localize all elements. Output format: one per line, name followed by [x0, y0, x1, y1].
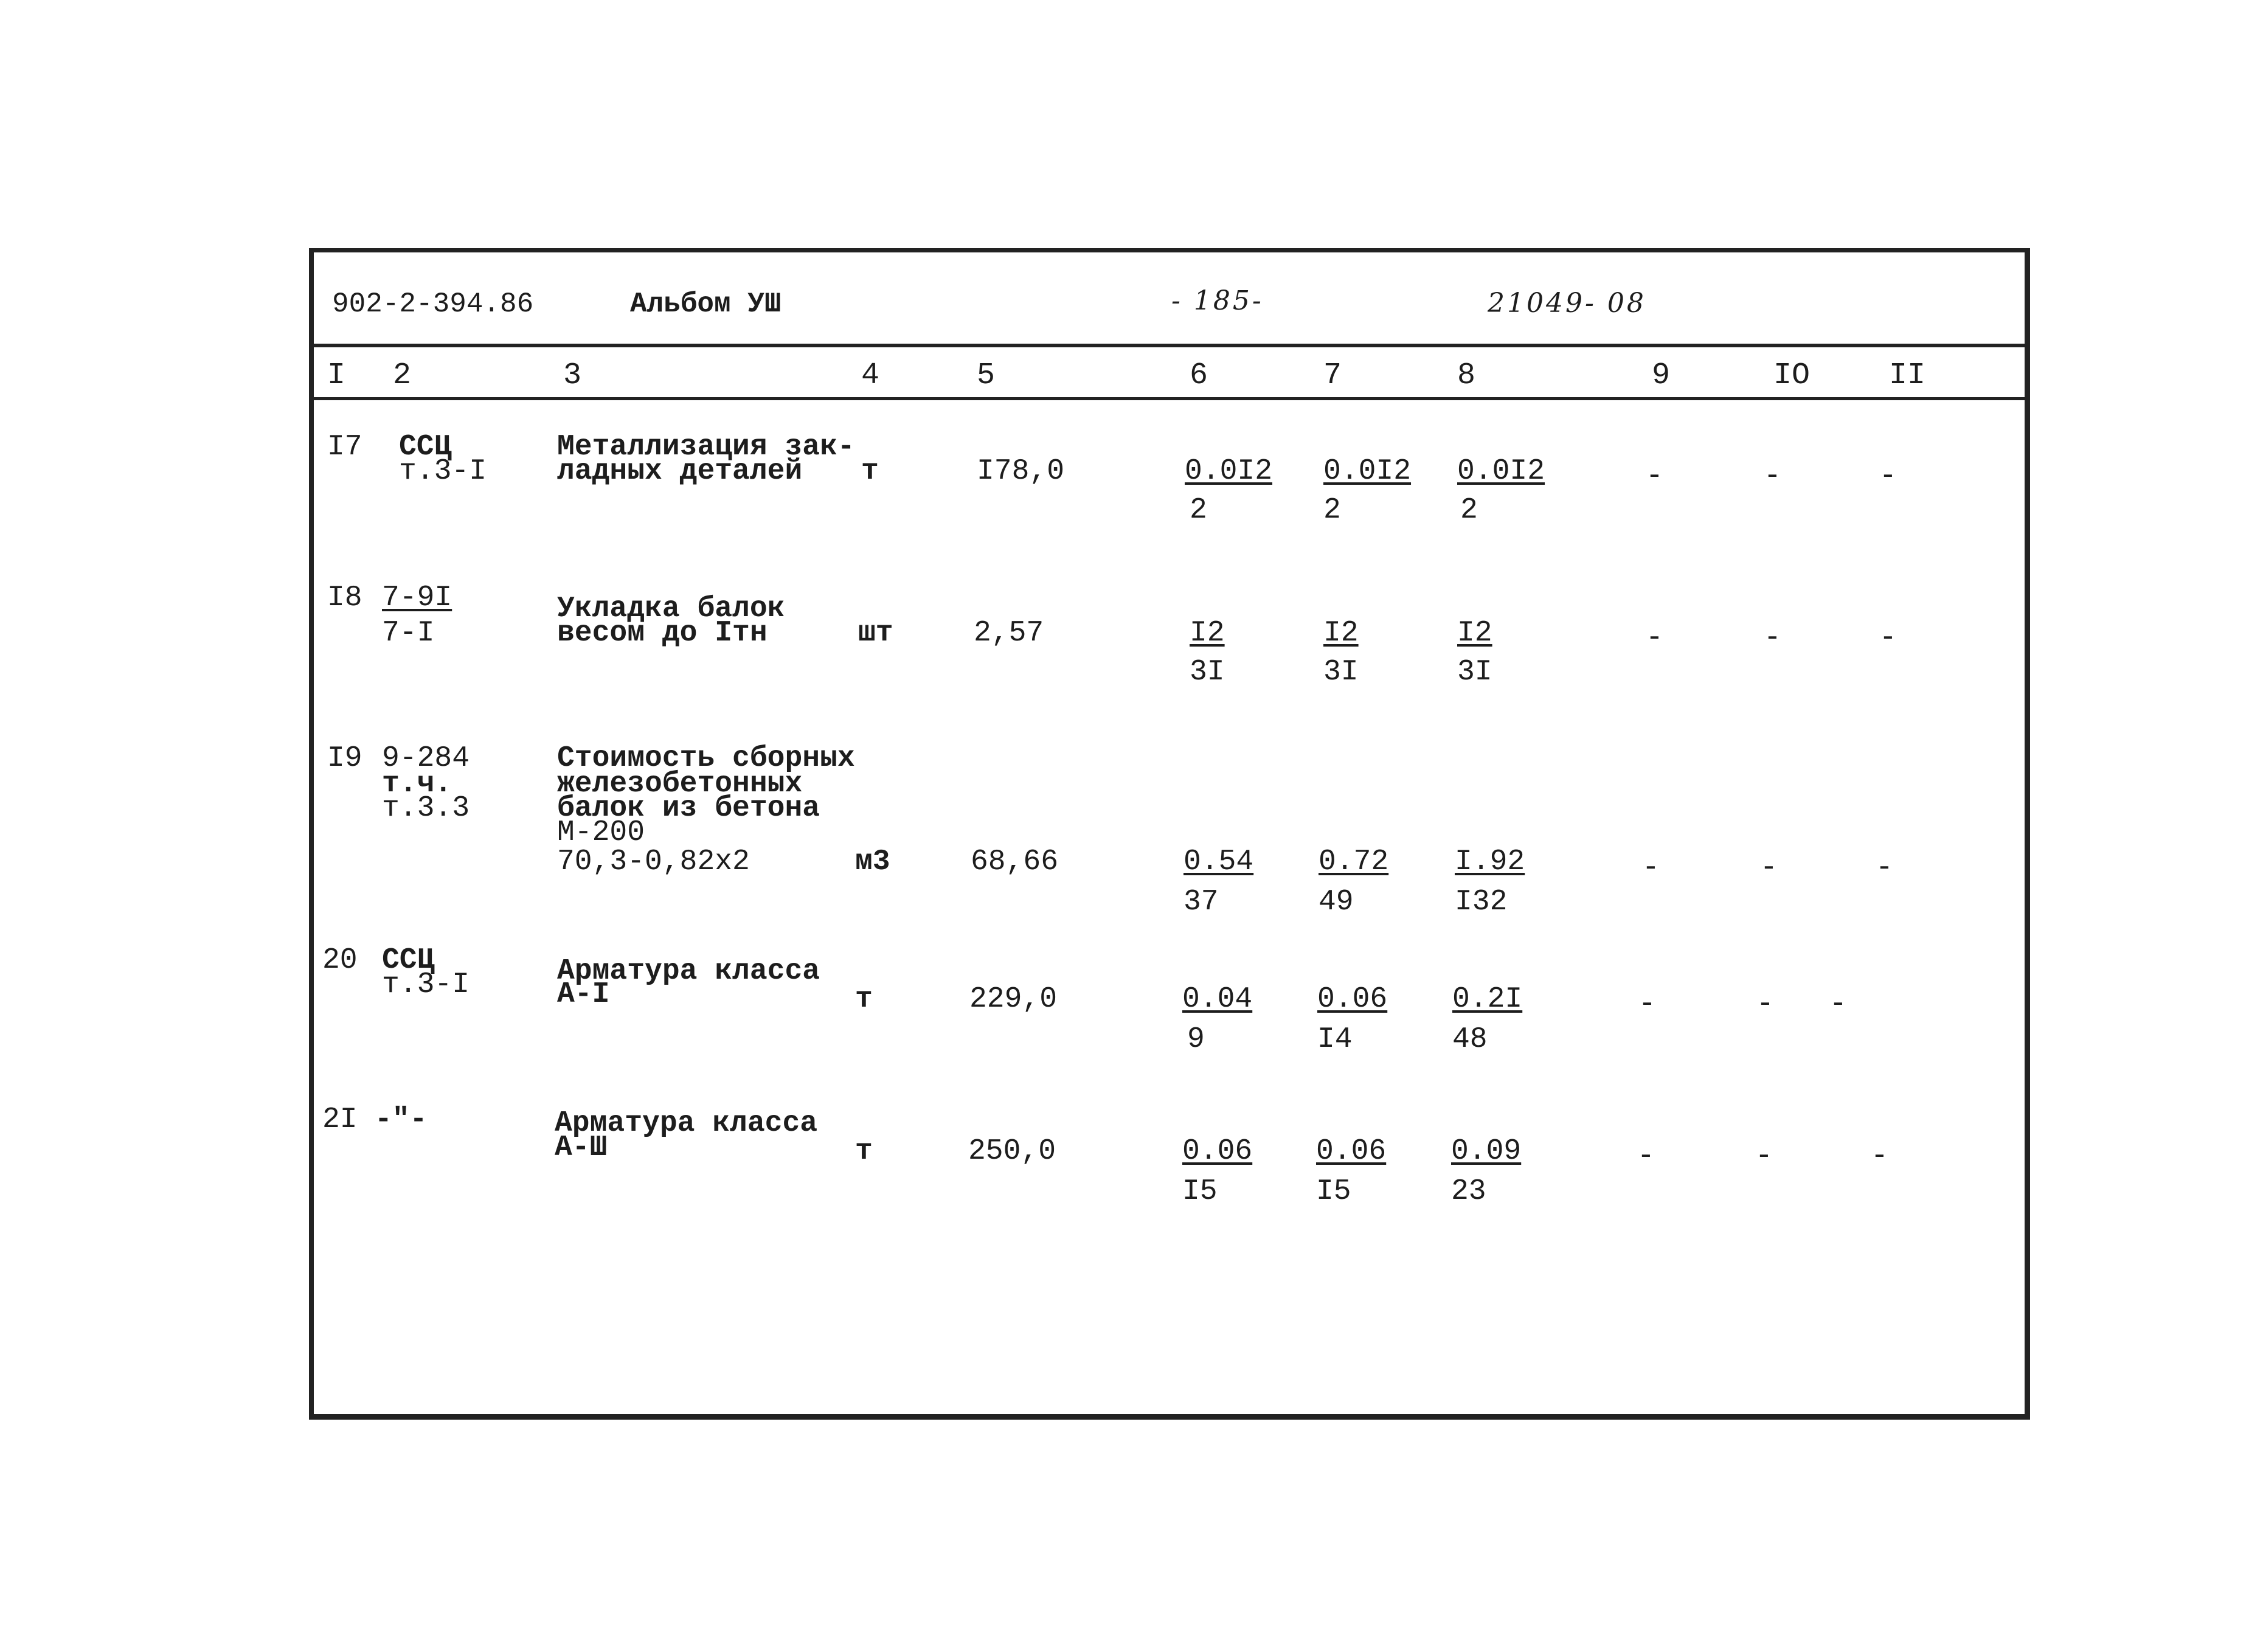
row-19-desc-line-1: Стоимость сборных	[557, 742, 855, 775]
row-20-col7-top: 0.06	[1317, 983, 1388, 1016]
row-18-col10: -	[1764, 622, 1781, 654]
row-18-unit: шт	[858, 617, 893, 650]
header-rule	[314, 344, 2025, 347]
row-19-desc-line-5: 70,3-0,82х2	[557, 845, 750, 878]
album-title: Альбом УШ	[630, 288, 781, 320]
row-17-col11: -	[1879, 460, 1897, 493]
sheet-number: 21049- 08	[1488, 288, 1646, 319]
row-19-ref-line-2: т.ч.	[382, 768, 452, 800]
row-19-desc-line-4: М-200	[557, 816, 645, 849]
row-18-quantity: 2,57	[974, 617, 1044, 650]
row-17-number: I7	[327, 431, 362, 463]
row-19-quantity: 68,66	[971, 845, 1059, 878]
row-19-desc-line-3: балок из бетона	[557, 792, 820, 825]
row-19-col7-bottom: 49	[1319, 886, 1354, 918]
row-21-ref-line-1: -"-	[375, 1103, 428, 1136]
row-21-col8-top: 0.09	[1451, 1135, 1522, 1168]
col-number-10: IO	[1773, 358, 1811, 393]
row-18-desc-line-1: Укладка балок	[557, 592, 785, 625]
column-header-rule	[314, 397, 2025, 400]
row-17-col8-bottom: 2	[1460, 494, 1478, 527]
row-18-col6-top: I2	[1190, 617, 1225, 650]
row-20-col6-bottom: 9	[1187, 1023, 1205, 1056]
row-17-quantity: I78,0	[977, 455, 1065, 488]
row-17-ref-line-2: т.3-I	[399, 455, 487, 488]
row-21-col6-bottom: I5	[1182, 1175, 1218, 1208]
row-19-col6-top: 0.54	[1183, 845, 1254, 878]
row-19-col11: -	[1876, 852, 1893, 884]
row-19-col6-bottom: 37	[1183, 886, 1219, 918]
page-number: - 185-	[1171, 285, 1264, 316]
row-19-col8-bottom: I32	[1455, 886, 1508, 918]
row-19-ref-line-3: т.3.3	[382, 792, 470, 825]
row-21-quantity: 250,0	[968, 1135, 1056, 1168]
row-21-col7-bottom: I5	[1316, 1175, 1351, 1208]
row-18-ref-line-2: 7-I	[382, 617, 435, 650]
col-number-1: I	[327, 358, 346, 393]
col-number-7: 7	[1323, 358, 1342, 393]
doc-code: 902-2-394.86	[332, 288, 534, 320]
row-19-unit: м3	[855, 845, 890, 878]
row-21-col9: -	[1637, 1140, 1655, 1173]
col-number-2: 2	[393, 358, 412, 393]
row-20-col6-top: 0.04	[1182, 983, 1253, 1016]
row-20-col10: -	[1756, 988, 1774, 1021]
row-19-col9: -	[1642, 852, 1660, 884]
row-18-col8-bottom: 3I	[1457, 656, 1492, 689]
row-20-col9: -	[1638, 988, 1656, 1021]
col-number-9: 9	[1652, 358, 1671, 393]
row-19-col8-top: I.92	[1455, 845, 1525, 878]
row-18-col9: -	[1646, 622, 1663, 654]
row-21-unit: т	[855, 1135, 873, 1168]
row-19-col10: -	[1760, 852, 1778, 884]
row-19-ref-line-1: 9-284	[382, 742, 470, 775]
row-17-unit: т	[861, 455, 879, 488]
row-17-desc-line-2: ладных деталей	[557, 455, 803, 488]
col-number-11: II	[1889, 358, 1926, 393]
row-20-desc-line-1: Арматура класса	[557, 955, 820, 988]
row-18-col7-bottom: 3I	[1323, 656, 1359, 689]
row-20-col8-top: 0.2I	[1452, 983, 1523, 1016]
row-21-col10: -	[1755, 1140, 1773, 1173]
row-17-col10: -	[1764, 460, 1781, 493]
row-17-col7-bottom: 2	[1323, 494, 1341, 527]
row-18-number: I8	[327, 581, 362, 614]
estimate-sheet	[309, 248, 2030, 1420]
row-20-quantity: 229,0	[969, 983, 1058, 1016]
row-17-col6-bottom: 2	[1190, 494, 1207, 527]
row-17-ref-line-1: ССЦ	[399, 431, 452, 463]
row-17-col9: -	[1646, 460, 1663, 493]
row-20-ref-line-1: ССЦ	[382, 944, 435, 977]
row-17-col6-top: 0.0I2	[1185, 455, 1273, 488]
col-number-3: 3	[563, 358, 582, 393]
row-18-col7-top: I2	[1323, 617, 1359, 650]
row-21-col6-top: 0.06	[1182, 1135, 1253, 1168]
row-20-col7-bottom: I4	[1317, 1023, 1353, 1056]
row-18-desc-line-2: весом до Iтн	[557, 617, 768, 650]
row-18-col6-bottom: 3I	[1190, 656, 1225, 689]
row-21-desc-line-1: Арматура класса	[555, 1107, 818, 1140]
row-17-col7-top: 0.0I2	[1323, 455, 1412, 488]
row-19-col7-top: 0.72	[1319, 845, 1389, 878]
row-19-number: I9	[327, 742, 362, 775]
row-21-number: 2I	[322, 1103, 358, 1136]
col-number-4: 4	[861, 358, 880, 393]
row-21-desc-line-2: А-Ш	[555, 1131, 608, 1164]
col-number-5: 5	[977, 358, 996, 393]
row-17-desc-line-1: Металлизация зак-	[557, 431, 855, 463]
row-20-ref-line-2: т.3-I	[382, 968, 470, 1001]
row-21-col7-top: 0.06	[1316, 1135, 1387, 1168]
row-19-desc-line-2: железобетонных	[557, 768, 803, 800]
row-20-desc-line-2: А-I	[557, 978, 610, 1011]
row-20-number: 20	[322, 944, 358, 977]
row-18-col8-top: I2	[1457, 617, 1492, 650]
col-number-6: 6	[1190, 358, 1208, 393]
row-18-col11: -	[1879, 622, 1897, 654]
row-20-col11: -	[1829, 988, 1847, 1021]
row-21-col11: -	[1871, 1140, 1888, 1173]
row-18-ref-line-1: 7-9I	[382, 581, 452, 614]
col-number-8: 8	[1457, 358, 1476, 393]
row-17-col8-top: 0.0I2	[1457, 455, 1545, 488]
row-20-unit: т	[855, 983, 873, 1016]
row-20-col8-bottom: 48	[1452, 1023, 1488, 1056]
row-21-col8-bottom: 23	[1451, 1175, 1486, 1208]
